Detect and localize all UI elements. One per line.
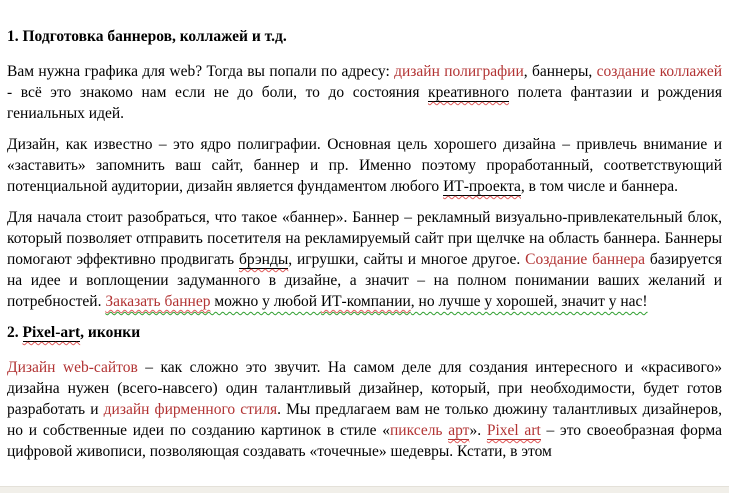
red-run: создание коллажей [596, 63, 722, 80]
red-run: пиксель [390, 422, 449, 439]
red-run: дизайн фирменного стиля [103, 401, 278, 418]
u-spell-run: креативного [428, 84, 510, 101]
text-run: , иконки [80, 324, 141, 341]
text-run: , в том числе и баннера. [520, 178, 678, 195]
text-run: , баннеры, [523, 63, 597, 80]
paragraph-2 [7, 134, 722, 197]
grammar-check-span [105, 293, 647, 310]
text-run: 2. [7, 324, 23, 341]
red-u-spell-run: Pixel art [486, 422, 541, 439]
text-run: базируется на идее и воплощении задуманного в дизайне, а значит – на полном понимании ваших желаний и потребностей. [7, 251, 722, 310]
text-run: , игрушки, сайты и многое другое. [288, 251, 526, 268]
text-run: – это своеобразная форма цифровой живописи, позволяющая создавать «точечные» шедевры. Кстати, в этом [7, 422, 722, 460]
u-spell-run: брэнды [239, 251, 289, 268]
text-run: полета фантазии и рождения гениальных идей. [7, 84, 722, 122]
text-run: ». [469, 422, 487, 439]
paragraph-4 [7, 357, 722, 462]
text-run: - всё это знакомо нам если не до боли, то до состояния [7, 84, 429, 101]
text-run: Для начала стоит разобраться, что такое «баннер». Баннер – рекламный визуально-привлекательный блок, который позволяет отправить посетителя на рекламируемый сайт при щелчке на область баннера. Баннеры помогают эффективно продвигать [7, 209, 722, 268]
section-2-heading [7, 322, 722, 343]
text-run: , но лучше у хорошей, значит у нас! [410, 293, 648, 310]
red-spell-run: Заказать баннер [105, 293, 211, 310]
section-1-heading [7, 26, 722, 47]
red-run: Создание баннера [525, 251, 645, 268]
text-run: 1. Подготовка баннеров, коллажей и т.д. [7, 28, 287, 45]
spell-run: ИТ-компании [320, 293, 411, 310]
u-spell-run: ИТ-проекта [443, 178, 521, 195]
red-run: Дизайн web-сайтов [7, 359, 138, 376]
text-run: Дизайн, как известно – это ядро полиграфии. Основная цель хорошего дизайна – привлечь внимание и «заставить» запомнить ваш сайт, баннер и пр. Именно поэтому проработанный, соответствующий потенциальной аудитории, дизайн является фундаментом любого [7, 136, 722, 195]
text-run: Вам нужна графика для web? Тогда вы попали по адресу: [7, 63, 395, 80]
paragraph-3 [7, 207, 722, 312]
text-run: – как сложно это звучит. На самом деле для создания интересного и «красивого» дизайна нужен (всего-навсего) один талантливый дизайнер, который, при необходимости, будет готов разработать и [7, 359, 723, 418]
u-spell-run: Pixel-art [22, 324, 81, 341]
red-u-spell-run: арт [448, 422, 470, 439]
bottom-edge-strip [0, 486, 729, 493]
text-run: . Мы предлагаем вам не только дюжину талантливых дизайнеров, но и собственные идеи по созданию картинок в стиле « [7, 401, 722, 439]
text-run: можно у любой [210, 293, 321, 310]
red-run: дизайн полиграфии [394, 63, 524, 80]
paragraph-1 [7, 61, 722, 124]
